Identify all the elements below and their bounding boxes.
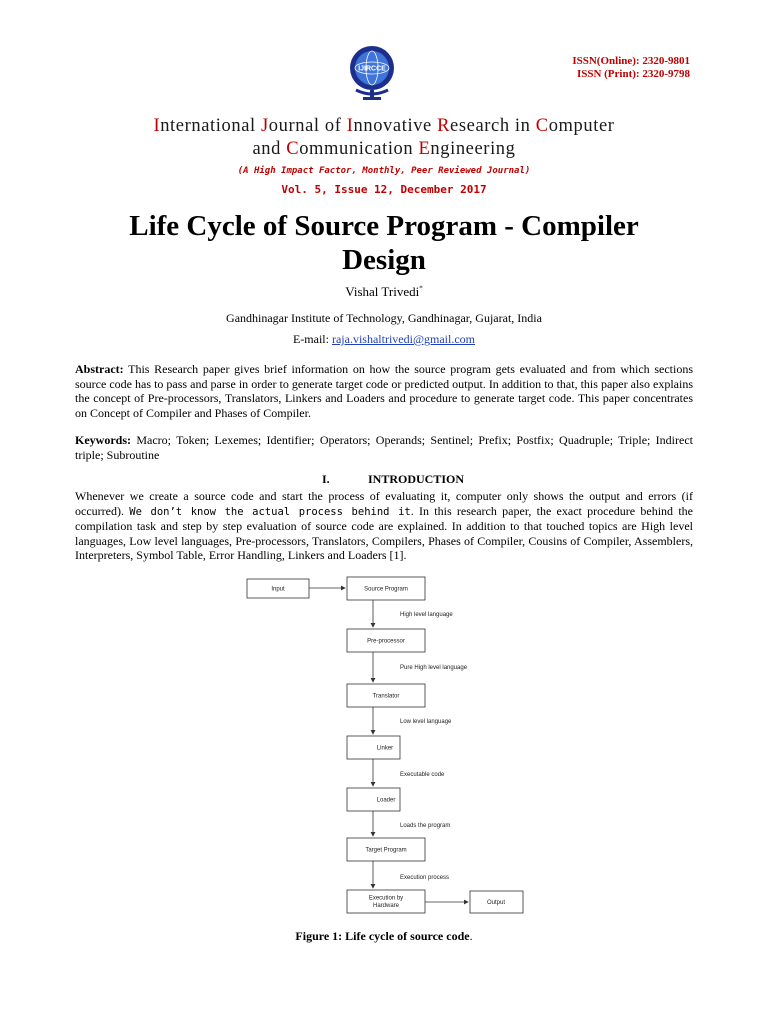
edge-label-high-level: High level language xyxy=(400,612,453,618)
journal-title-line2 xyxy=(0,139,768,160)
journal-title-capital: I xyxy=(153,116,161,136)
figure-caption: Figure 1: Life cycle of source code. xyxy=(295,929,473,943)
keywords-label: Keywords: xyxy=(75,433,131,447)
intro-mono-text: We don’t know the actual process behind it xyxy=(129,505,411,518)
journal-logo xyxy=(348,44,400,102)
node-execution xyxy=(347,890,425,913)
edge-label-executable: Executable code xyxy=(400,772,445,778)
issn-print: ISSN (Print): 2320-9798 xyxy=(576,68,690,80)
journal-title-word: nnovative xyxy=(353,116,438,136)
node-exec-label2: Hardware xyxy=(372,903,400,909)
journal-title-word: esearch in xyxy=(450,116,536,136)
email-link[interactable]: raja.vishaltrivedi@gmail.com xyxy=(331,332,475,346)
journal-title-capital: R xyxy=(437,116,451,136)
node-translator-label: Translator xyxy=(372,693,400,700)
lifecycle-flow-diagram xyxy=(240,572,530,920)
keywords xyxy=(75,433,693,462)
issn-online: ISSN(Online): 2320-9801 xyxy=(572,55,690,67)
journal-title-word: ournal of xyxy=(268,116,347,136)
journal-title-word: nternational xyxy=(160,116,261,136)
edge-label-pure-high-level: Pure High level language xyxy=(400,665,468,671)
intro-paragraph: Whenever we create a source code and start the process of evaluating it, computer only shows the output and errors (if occurred). We don’t know the actual process behind it. In this research paper, the exact procedure behind the compilation task and step by step evaluation of source code are explained. In addition to that touched topics are High level languages, Low level languages, Pre-processors, Translators, Compilers, Phases of Compiler, Cousins of Compiler, Assemblers, Interpreters, Symbol Table, Error Handling, Linkers and Loaders [1]. xyxy=(75,489,693,562)
section-title: INTRODUCTION xyxy=(368,472,465,486)
journal-title-word: and xyxy=(252,139,287,159)
journal-title-capital: C xyxy=(286,139,300,159)
author-email-line: E-mail: raja.vishaltrivedi@gmail.com xyxy=(292,332,475,346)
node-source-label: Source Program xyxy=(364,586,408,593)
journal-title-capital: J xyxy=(260,116,269,136)
node-target-label: Target Program xyxy=(365,847,407,854)
journal-title-line1 xyxy=(0,116,768,137)
paper-title-line1: Life Cycle of Source Program - Compiler xyxy=(129,210,639,242)
node-input-label: Input xyxy=(271,586,285,593)
section-number: I. xyxy=(322,472,330,486)
node-linker-label: Linker xyxy=(376,745,394,752)
node-loader-label: Loader xyxy=(376,797,396,804)
keywords-text: Macro; Token; Lexemes; Identifier; Operators; Operands; Sentinel; Prefix; Postfix; Quadruple; Triple; Indirect triple; Subroutine xyxy=(75,433,693,462)
edge-label-low-level: Low level language xyxy=(400,719,452,725)
node-pre-label: Pre-processor xyxy=(367,638,405,645)
journal-title-capital: I xyxy=(346,116,354,136)
author-affiliation: Gandhinagar Institute of Technology, Gandhinagar, Gujarat, India xyxy=(226,311,542,325)
journal-title-capital: E xyxy=(418,139,431,159)
journal-title-word: omputer xyxy=(548,116,615,136)
journal-title-word: ommunication xyxy=(299,139,419,159)
journal-volume: Vol. 5, Issue 12, December 2017 xyxy=(281,183,487,196)
logo-text: IJIRCCE xyxy=(358,65,386,73)
paper-title-line2: Design xyxy=(342,244,426,276)
journal-subtitle: (A High Impact Factor, Monthly, Peer Reviewed Journal) xyxy=(237,166,531,176)
edge-label-execution: Execution process xyxy=(400,875,450,881)
abstract-text: This Research paper gives brief information on how the source program gets evaluated and from which sections source code has to pass and parse in order to generate target code or predicted output. In addition to that, this paper also explains the concept of Pre-processors, Translators, Linkers and Loaders and procedure to generate target code. This paper concentrates on Concept of Compiler and Phases of Compiler. xyxy=(75,362,693,420)
abstract xyxy=(75,362,693,420)
journal-title-word: ngineering xyxy=(430,139,516,159)
edge-label-loads: Loads the program xyxy=(400,823,451,829)
abstract-label: Abstract: xyxy=(75,362,124,376)
node-exec-label1: Execution by xyxy=(368,895,404,902)
journal-title-capital: C xyxy=(535,116,549,136)
node-output-label: Output xyxy=(486,900,506,906)
author-name: Vishal Trivedi* xyxy=(345,284,423,299)
